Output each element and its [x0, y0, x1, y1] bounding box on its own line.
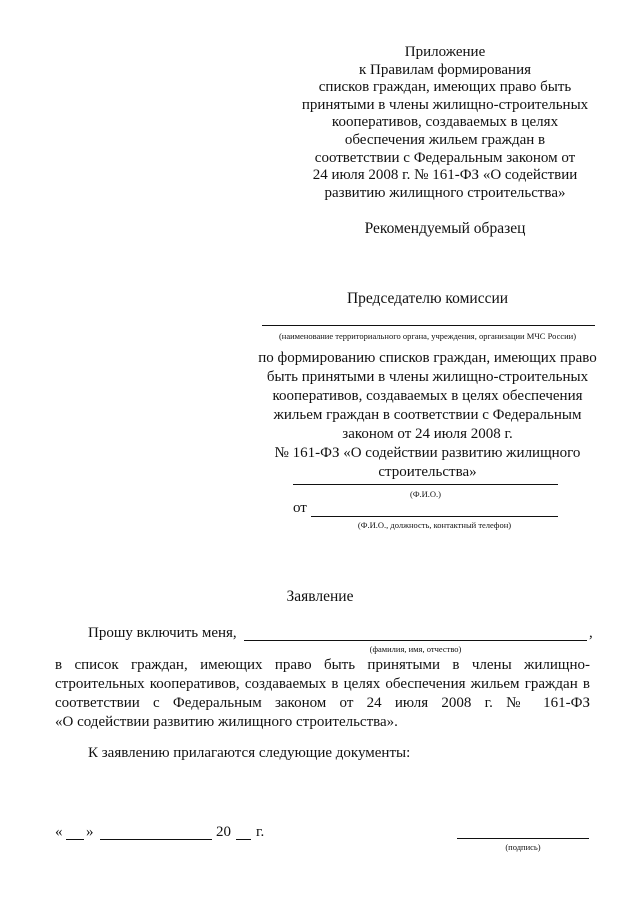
fio-line[interactable] — [293, 484, 558, 485]
appendix-line: к Правилам формирования — [358, 61, 532, 78]
appendix-line: развитию жилищного строительства» — [324, 184, 566, 201]
request-prefix: Прошу включить меня, — [88, 625, 237, 641]
addressee-title: Председателю комиссии — [346, 290, 509, 307]
commission-line: № 161-ФЗ «О содействии развитию жилищного — [274, 445, 581, 461]
commission-line: по формированию списков граждан, имеющих право — [258, 350, 597, 366]
day-line[interactable] — [66, 839, 84, 840]
sample-label: Рекомендуемый образец — [364, 220, 526, 237]
from-line[interactable] — [311, 516, 558, 517]
quote-open: « — [55, 824, 63, 840]
commission-line: законом от 24 июля 2008 г. — [342, 426, 513, 442]
appendix-line: 24 июля 2008 г. № 161-ФЗ «О содействии — [312, 167, 578, 184]
body-line: «О содействии развитию жилищного строительства». — [55, 714, 398, 730]
org-name-line[interactable] — [262, 325, 595, 326]
commission-line: кооперативов, создаваемых в целях обеспечения — [272, 388, 583, 404]
commission-line: быть принятыми в члены жилищно-строительных — [266, 369, 589, 385]
year-line[interactable] — [236, 839, 251, 840]
commission-line: строительства» — [378, 464, 477, 480]
month-line[interactable] — [100, 839, 212, 840]
fio-hint: (Ф.И.О.) — [409, 489, 442, 499]
signature-line[interactable] — [457, 838, 589, 839]
body-line: соответствии с Федеральным законом от 24 июля 2008 г. № 161-ФЗ — [55, 695, 590, 711]
org-name-hint: (наименование территориального органа, учреждения, организации МЧС России) — [278, 331, 577, 341]
body-line: в список граждан, имеющих право быть принятыми в члены жилищно- — [55, 657, 590, 673]
from-hint: (Ф.И.О., должность, контактный телефон) — [357, 520, 512, 530]
from-label: от — [293, 500, 307, 516]
year-suffix: г. — [256, 824, 265, 840]
request-suffix: , — [589, 625, 593, 641]
commission-line: жильем граждан в соответствии с Федеральным — [273, 407, 582, 423]
appendix-line: кооперативов, создаваемых в целях — [331, 114, 559, 131]
commission-block — [255, 349, 600, 482]
quote-close: » — [86, 824, 94, 840]
statement-title: Заявление — [286, 588, 354, 605]
appendix-line: соответствии с Федеральным законом от — [314, 149, 576, 166]
appendix-header — [295, 44, 595, 202]
attachments-label: К заявлению прилагаются следующие документы: — [88, 745, 411, 761]
appendix-line: принятыми в члены жилищно-строительных — [301, 96, 589, 113]
appendix-line: списков граждан, имеющих право быть — [318, 79, 572, 96]
full-name-line[interactable] — [244, 640, 587, 641]
appendix-line: обеспечения жильем граждан в — [344, 131, 546, 148]
signature-hint: (подпись) — [505, 842, 541, 852]
year-prefix: 20 — [216, 824, 231, 840]
appendix-line: Приложение — [404, 44, 486, 60]
full-name-hint: (фамилия, имя, отчество) — [369, 644, 462, 654]
body-line: строительных кооперативов, создаваемых в целях обеспечения жильем граждан в — [55, 676, 590, 692]
